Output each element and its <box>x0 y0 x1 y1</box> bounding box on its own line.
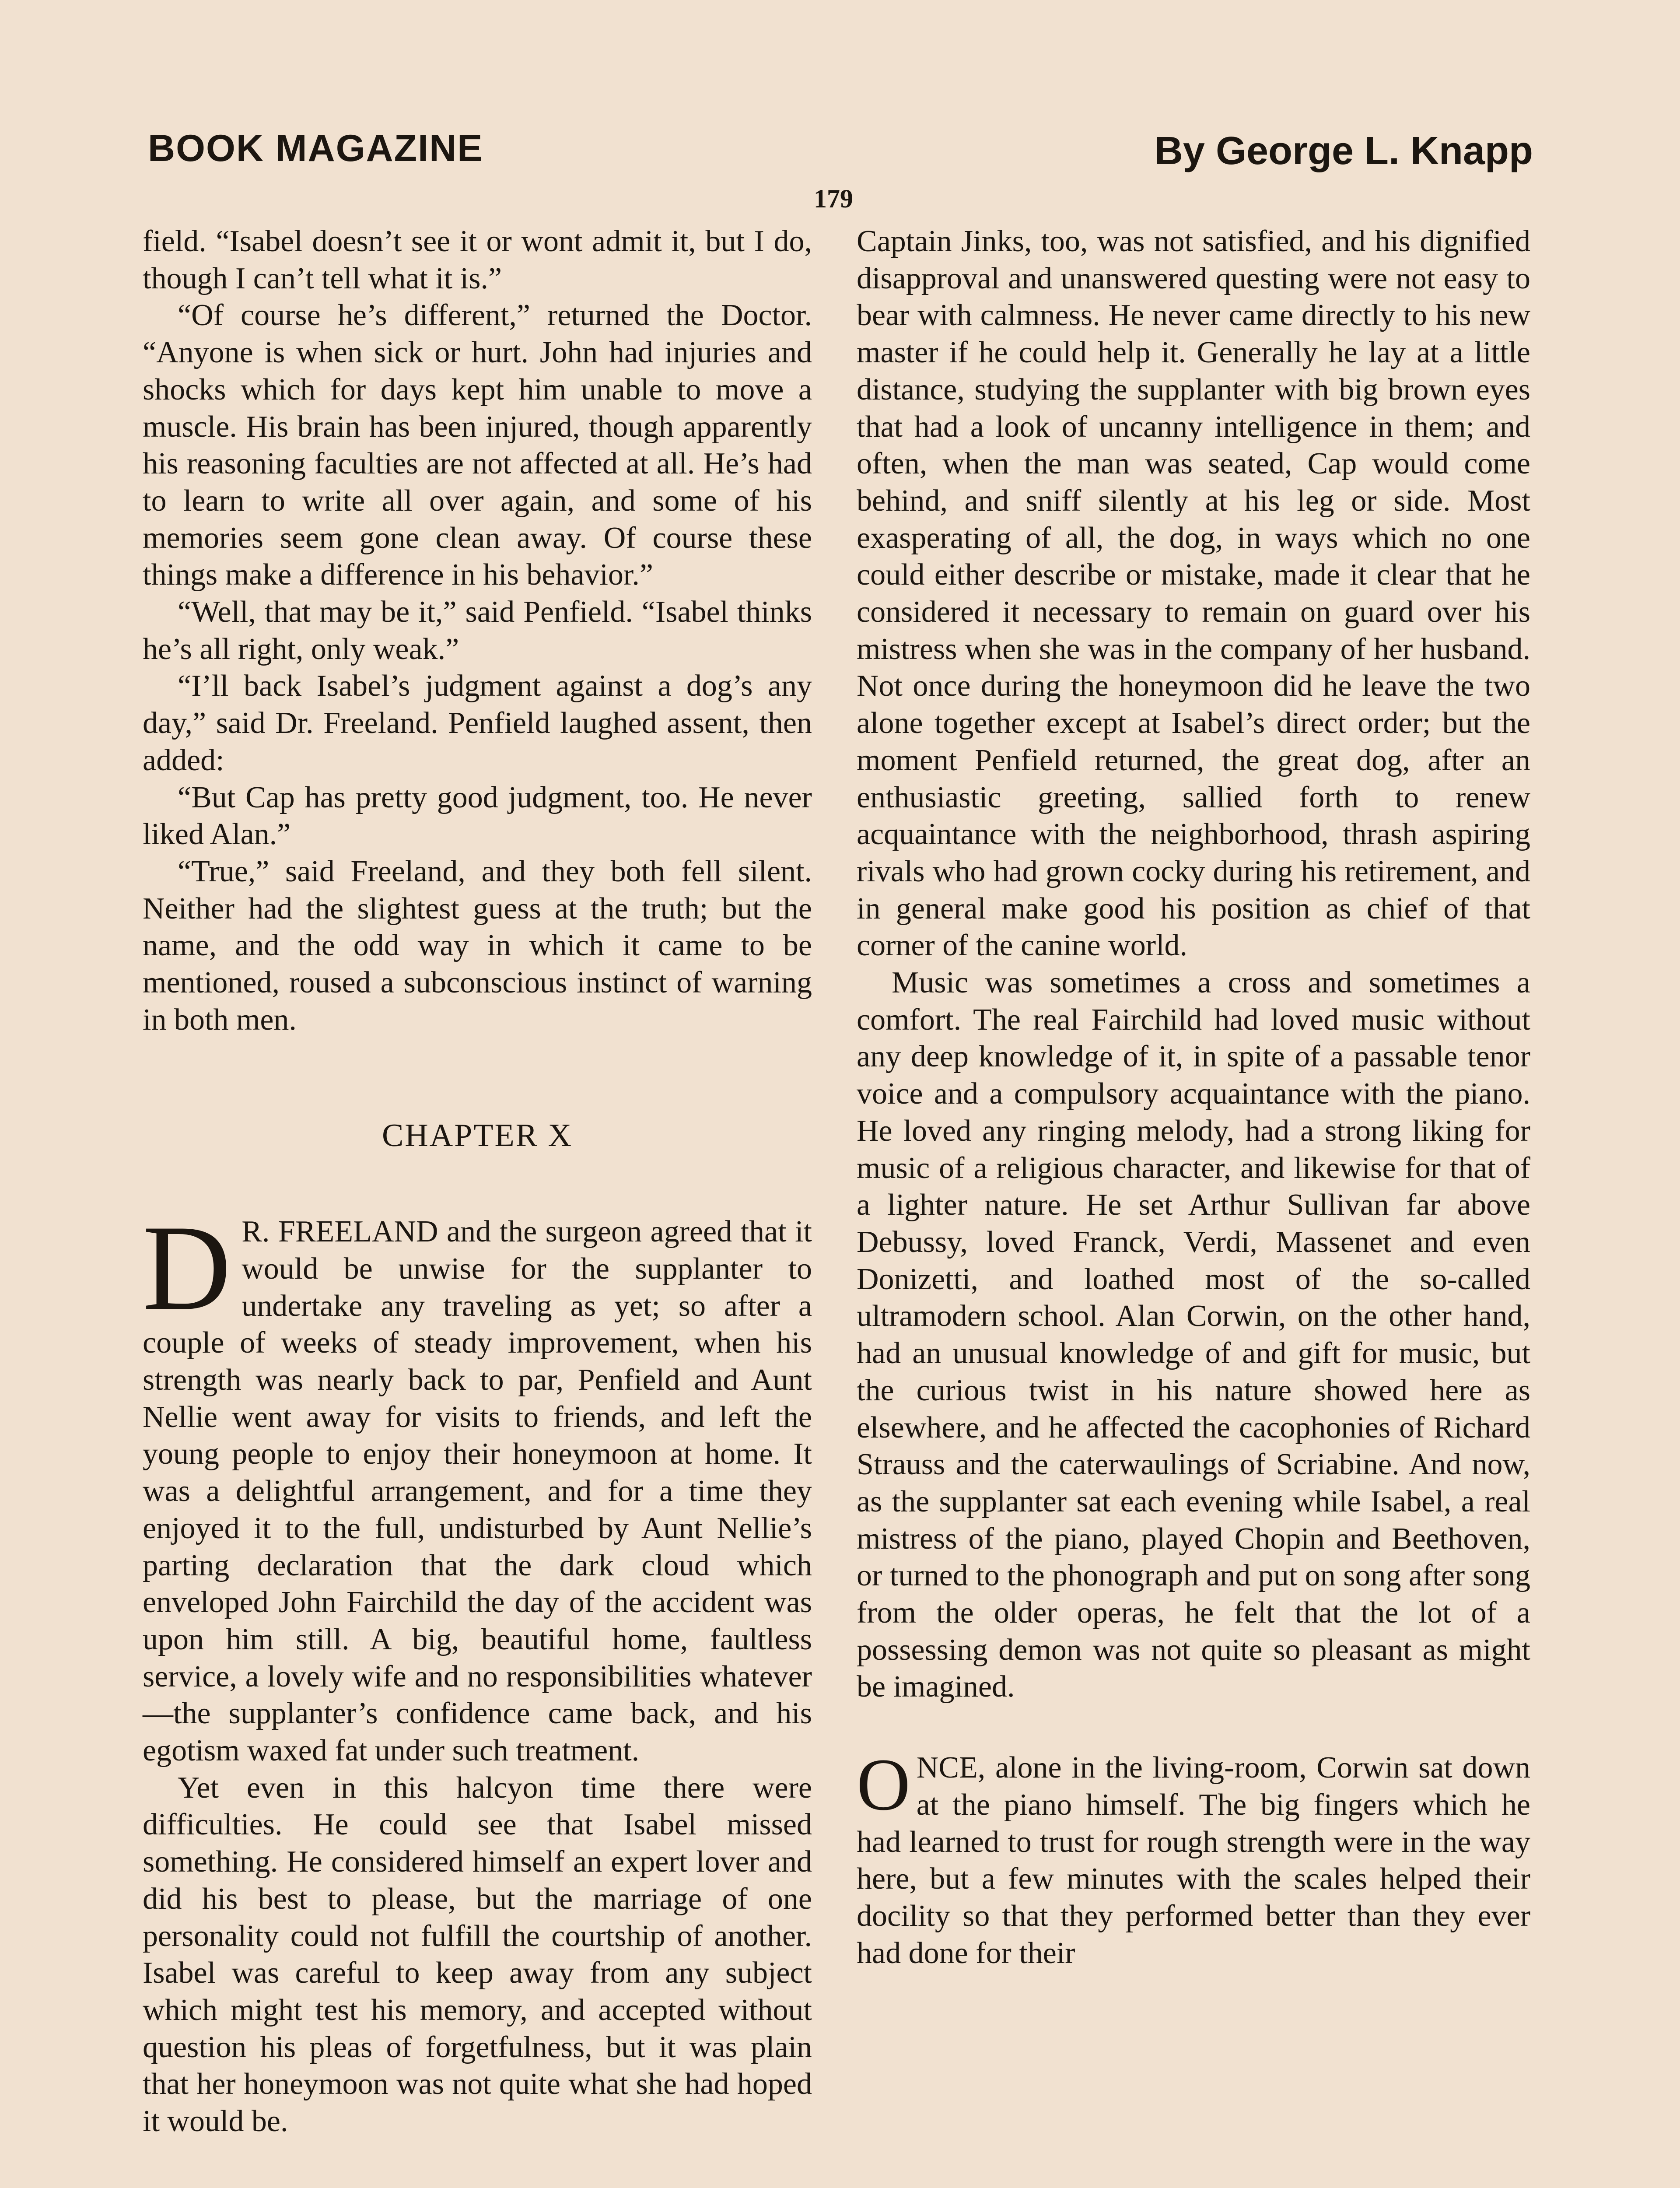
author-byline: By George L. Knapp <box>1154 129 1533 173</box>
section-break <box>857 1706 1530 1750</box>
paragraph: Yet even in this halcyon time there were difficulties. He could see that Isabel missed something. He considered himself an expert lover and did his best to please, but the marriage of one personality could not fulfill the courtship of another. Isabel was careful to keep away from any subject which might test his memory, and accepted without question his pleas of forgetfulness, but it was plain that her honeymoon was not quite what she had hoped it would be. <box>143 1771 812 2139</box>
paragraph-text: R. FREELAND and the surgeon agreed that it would be unwise for the supplanter to undertake any traveling as yet; so after a couple of weeks of steady improvement, when his strength was nearly back to par, Penfield and Aunt Nellie went away for visits to friends, and left the young people to enjoy their honeymoon at home. It was a delightful arrangement, and for a time they enjoyed it to the full, undisturbed by Aunt Nellie’s parting declaration that the dark cloud which enveloped John Fairchild the day of the accident was upon him still. A big, beautiful home, faultless service, a lovely wife and no responsibilities whatever—the supplanter’s confidence came back, and his egotism waxed fat under such treatment. <box>143 1215 812 1768</box>
paragraph: “Of course he’s different,” returned the Doctor. “Anyone is when sick or hurt. John had injuries and shocks which for days kept him unable to move a muscle. His brain has been injured, though apparently his reasoning faculties are not affected at all. He’s had to learn to write all over again, and some of his memories seem gone clean away. Of course these things make a difference in his behavior.” <box>143 298 812 592</box>
chapter-opening-paragraph <box>143 1199 812 1770</box>
section-opening-paragraph <box>857 1743 1530 1972</box>
magazine-title: BOOK MAGAZINE <box>148 127 483 169</box>
left-column <box>143 223 812 2140</box>
right-column <box>857 223 1530 1972</box>
paragraph: “But Cap has pretty good judgment, too. He never liked Alan.” <box>143 780 812 852</box>
paragraph: “Well, that may be it,” said Penfield. “Isabel thinks he’s all right, only weak.” <box>143 595 812 666</box>
paragraph: “I’ll back Isabel’s judgment against a dog’s any day,” said Dr. Freeland. Penfield laughed assent, then added: <box>143 669 812 777</box>
paragraph-text: NCE, alone in the living-room, Corwin sat down at the piano himself. The big fingers which he had learned to trust for rough strength were in the way here, but a few minutes with the scales helped their docility so that they performed better than they ever had done for their <box>857 1751 1530 1970</box>
paragraph: field. “Isabel doesn’t see it or wont admit it, but I do, though I can’t tell what it is.” <box>143 224 812 295</box>
drop-cap: D <box>143 1199 231 1336</box>
page-number: 179 <box>814 184 853 213</box>
drop-cap: O <box>857 1743 910 1826</box>
paragraph: Captain Jinks, too, was not satisfied, and his dignified disapproval and unanswered questing were not easy to bear with calmness. He never came directly to his new master if he could help it. Generally he lay at a little distance, studying the supplanter with big brown eyes that had a look of uncanny intelligence in them; and often, when the man was seated, Cap would come behind, and sniff silently at his leg or side. Most exasperating of all, the dog, in ways which no one could either describe or mistake, made it clear that he considered it necessary to remain on guard over his mistress when she was in the company of her husband. Not once during the honeymoon did he leave the two alone together except at Isabel’s direct order; but the moment Penfield returned, the great dog, after an enthusiastic greeting, sallied forth to renew acquaintance with the neighborhood, thrash aspiring rivals who had grown cocky during his retirement, and in general make good his position as chief of that corner of the canine world. <box>857 224 1530 963</box>
paragraph: “True,” said Freeland, and they both fell silent. Neither had the slightest guess at the truth; but the name, and the odd way in which it came to be mentioned, roused a subconscious instinct of warning in both men. <box>143 854 812 1037</box>
paragraph: Music was sometimes a cross and sometimes a comfort. The real Fairchild had loved music without any deep knowledge of it, in spite of a passable tenor voice and a compulsory acquaintance with the piano. He loved any ringing melody, had a strong liking for music of a religious character, and likewise for that of a lighter nature. He set Arthur Sullivan far above Debussy, loved Franck, Verdi, Massenet and even Donizetti, and loathed most of the so-called ultramodern school. Alan Corwin, on the other hand, had an unusual knowledge of and gift for music, but the curious twist in his nature showed here as elsewhere, and he affected the cacophonies of Richard Strauss and the caterwaulings of Scriabine. And now, as the supplanter sat each evening while Isabel, a real mistress of the piano, played Chopin and Beethoven, or turned to the phonograph and put on song after song from the older operas, he felt that the lot of a possessing demon was not quite so pleasant as might be imagined. <box>857 966 1530 1704</box>
chapter-heading: CHAPTER X <box>382 1118 573 1154</box>
